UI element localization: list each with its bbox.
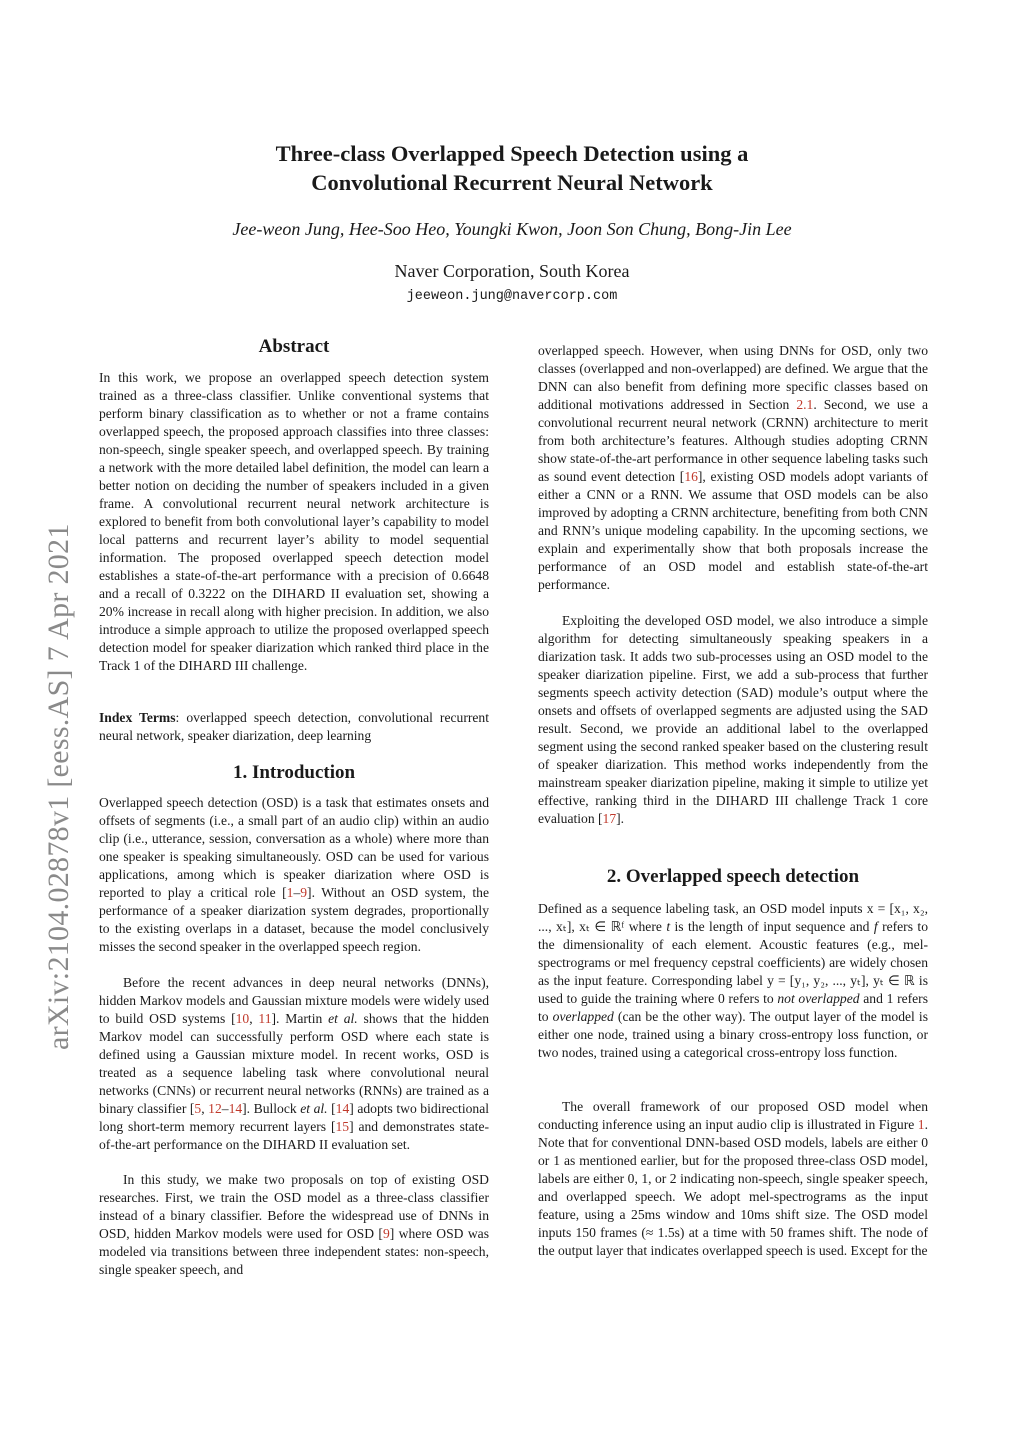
email-address[interactable]: jeeweon.jung@navercorp.com bbox=[406, 289, 618, 304]
citation-link[interactable]: 17 bbox=[602, 811, 617, 826]
section-2-heading: 2. Overlapped speech detection bbox=[606, 866, 860, 887]
section-2-paragraph-2: The overall framework of our proposed OSD model when conducting inference using an input audio clip is illustrated in Figure 1. Note that for conventional DNN-based OSD models, labels are either 0 or 1 as mentioned earlier, but for the proposed three-class OSD model, labels are either 0, 1, or 2 indicating non-speech, single speaker speech, and overlapped speech. We adopt mel-spectrograms as the input feature, using a 25ms window and 10ms shift size. The OSD model inputs 150 frames (≈ 1.5s) at a time with 50 frames shift. The node of the output layer that indicates overlapped speech is used. Except for the bbox=[538, 1099, 928, 1258]
arxiv-identifier: arXiv:2104.02878v1 [eess.AS] 7 Apr 2021 bbox=[42, 523, 75, 1050]
introduction-heading: 1. Introduction bbox=[232, 762, 356, 783]
citation-link[interactable]: 9 bbox=[382, 1226, 390, 1241]
index-terms-label: Index Terms bbox=[99, 710, 176, 725]
intro-paragraph-1: Overlapped speech detection (OSD) is a task that estimates onsets and offsets of segments (i.e., a small part of an audio clip) within an audio clip (i.e., utterance, session, conversation as a whole) where more than one speaker is speaking simultaneously. OSD can be used for various applications, among which is speaker diarization where OSD is reported to play a critical role [1–9]. Without an OSD system, the performance of a speaker diarization system degrades, proportionally to the existing overlaps in a dataset, because the model conclusively misses the second speaker in the overlapped speech region. bbox=[99, 795, 489, 954]
abstract-heading: Abstract bbox=[258, 336, 330, 357]
affiliation: Naver Corporation, South Korea bbox=[394, 261, 630, 281]
citation-link[interactable]: 1 bbox=[286, 885, 294, 900]
citation-link[interactable]: 5 bbox=[194, 1101, 202, 1116]
right-paragraph-2: Exploiting the developed OSD model, we also introduce a simple algorithm for detecting simultaneously speaking speakers in a diarization task. It adds two sub-processes using an OSD model to the speaker diarization pipeline. First, we add a sub-process that further segments speech activity detection (SAD) module’s output where the onsets and offsets of overlapped segments are adjusted using the SAD result. Second, we provide an additional label to the overlapped segment using the second ranked speaker based on the clustering result of speaker diarization. This method works independently from the mainstream speaker diarization pipeline, making it simple to utilize yet effective, ranking third in the DIHARD III challenge Track 1 core evaluation [17]. bbox=[538, 613, 928, 826]
citation-link[interactable]: 10 bbox=[235, 1011, 250, 1026]
math-label-seq: y = [y₁, y₂, ..., yₜ], yₜ ∈ ℝ bbox=[767, 973, 915, 988]
intro-paragraph-3: In this study, we make two proposals on top of existing OSD researches. First, we train the OSD model as a three-class classifier instead of a binary classifier. Before the widespread use of DNNs in OSD, hidden Markov models were used for OSD [9] where OSD was modeled via transitions between three independent states: non-speech, single speaker speech, and bbox=[99, 1172, 490, 1277]
title-line-1: Three-class Overlapped Speech Detection using a bbox=[275, 141, 749, 166]
citation-link[interactable]: 16 bbox=[684, 469, 698, 484]
citation-link[interactable]: 14 bbox=[228, 1101, 243, 1116]
index-terms-text: : overlapped speech detection, convolutional recurrent neural network, speaker diarization, deep learning bbox=[99, 710, 489, 743]
title-line-2: Convolutional Recurrent Neural Network bbox=[311, 170, 713, 195]
right-paragraph-1: overlapped speech. However, when using DNNs for OSD, only two classes (overlapped and non-overlapped) are defined. We argue that the DNN can also benefit from defining more specific classes based on additional motivations addressed in Section 2.1. Second, we use a convolutional recurrent neural network (CRNN) architecture to merit from both architecture’s features. Although studies adopting CRNN show state-of-the-art performance in other sequence labeling tasks such as sound event detection [16], existing OSD models adopt variants of either a CNN or a RNN. We assume that OSD models can be also improved by adopting a CRNN architecture, benefiting from both CNN and RNN’s unique modeling capability. In the upcoming sections, we explain and experimentally show that both proposals increase the performance of an OSD model and establish state-of-the-art performance. bbox=[538, 343, 928, 592]
author-list: Jee-weon Jung, Hee-Soo Heo, Youngki Kwon, Joon Son Chung, Bong-Jin Lee bbox=[232, 219, 792, 239]
intro-paragraph-2: Before the recent advances in deep neural networks (DNNs), hidden Markov models and Gaussian mixture models were widely used to build OSD systems [10, 11]. Martin et al. shows that the hidden Markov model can successfully perform OSD where each state is defined using a Gaussian mixture model. In recent works, OSD is treated as a sequence labeling task where convolutional neural networks (CNNs) or recurrent neural networks (RNNs) are trained as a binary classifier [5, 12–14]. Bullock et al. [14] adopts two bidirectional long short-term memory recurrent layers [15] and demonstrates state-of-the-art performance on the DIHARD II evaluation set. bbox=[99, 975, 490, 1152]
paper-title bbox=[120, 139, 904, 197]
section-2-paragraph-1: Defined as a sequence labeling task, an OSD model inputs x = [x₁, x₂, ..., xₜ], xₜ ∈ ℝᶠ where t is the length of input sequence and f refers to the dimensionality of each element. Acoustic features (e.g., mel-spectrograms or mel frequency cepstral coefficients) are widely chosen as the input feature. Corresponding label y = [y₁, y₂, ..., yₜ], yₜ ∈ ℝ is used to guide the training where 0 refers to not overlapped and 1 refers to overlapped (can be the other way). The output layer of the model is either one node, trained using a binary cross-entropy loss function, or two nodes, trained using a categorical cross-entropy loss function. bbox=[538, 901, 929, 1060]
citation-link[interactable]: 15 bbox=[335, 1119, 350, 1134]
math-input-seq: x = [x₁, x₂, ..., xₜ], xₜ ∈ ℝᶠ bbox=[538, 901, 928, 934]
abstract-text: In this work, we propose an overlapped speech detection system trained as a three-class classifier. Unlike conventional systems that perform binary classification as to whether or not a frame contains overlapped speech, the proposed approach classifies into three classes: non-speech, single speaker speech, and overlapped speech. By training a network with the more detailed label definition, the model can learn a better notion on deciding the number of speakers included in a given frame. A convolutional recurrent neural network architecture is explored to benefit from both convolutional layer’s capability to model local patterns and recurrent layer’s ability to model sequential information. The proposed overlapped speech detection model establishes a state-of-the-art performance with a precision of 0.6648 and a recall of 0.3222 on the DIHARD II evaluation set, showing a 20% increase in recall along with higher precision. In addition, we also introduce a simple approach to utilize the proposed overlapped speech detection model for speaker diarization which ranked third place in the Track 1 of the DIHARD III challenge. bbox=[99, 370, 489, 673]
index-terms bbox=[99, 709, 489, 745]
citation-link[interactable]: 11 bbox=[258, 1011, 272, 1026]
citation-link[interactable]: 14 bbox=[335, 1101, 350, 1116]
citation-link[interactable]: 12 bbox=[208, 1101, 222, 1116]
figure-link[interactable]: 1 bbox=[917, 1117, 925, 1132]
citation-link[interactable]: 2.1 bbox=[796, 397, 814, 412]
citation-link[interactable]: 9 bbox=[300, 885, 308, 900]
